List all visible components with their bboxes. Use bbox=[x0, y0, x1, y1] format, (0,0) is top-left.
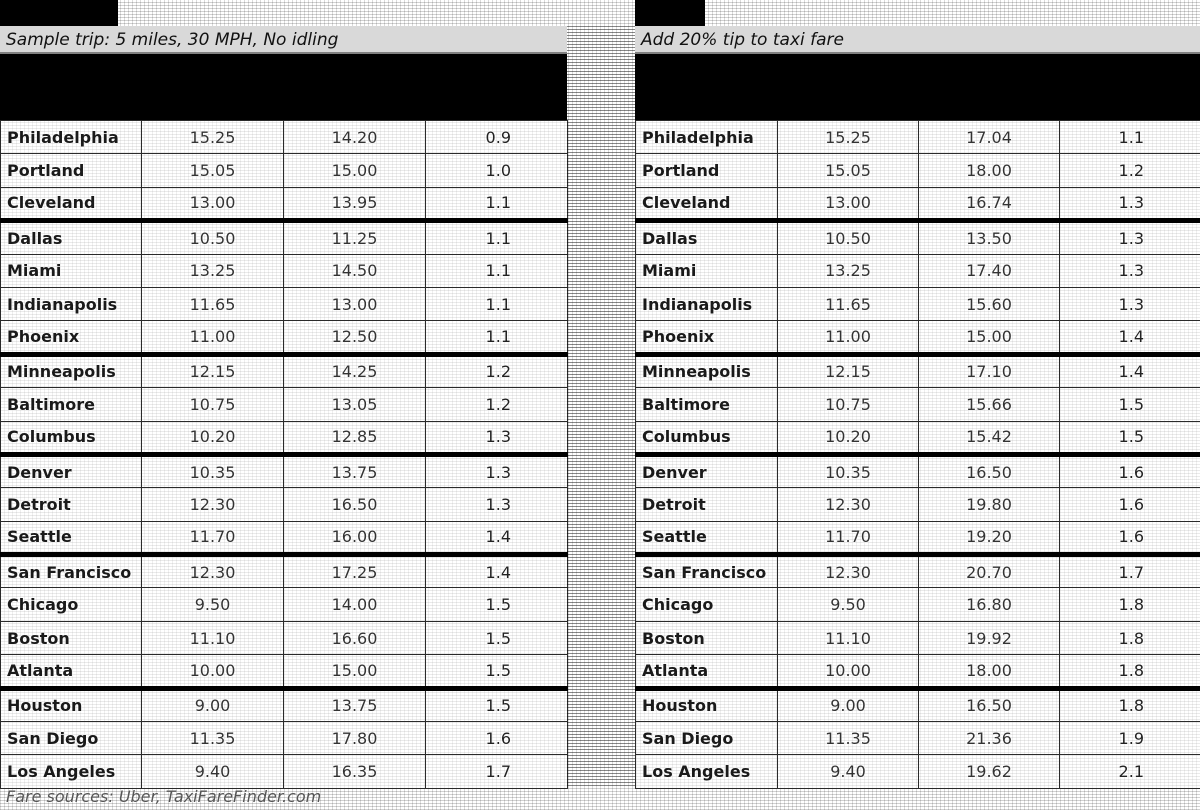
left-table-panel bbox=[0, 26, 567, 789]
uber-fare-cell: 15.25 bbox=[142, 121, 284, 154]
ratio-cell: 1.8 bbox=[1060, 655, 1200, 688]
taxi-fare-cell: 16.50 bbox=[284, 488, 426, 521]
taxi-fare-cell: 18.00 bbox=[919, 154, 1060, 187]
table-row bbox=[636, 488, 1200, 521]
ratio-cell: 1.6 bbox=[1060, 488, 1200, 521]
taxi-fare-cell: 11.25 bbox=[284, 221, 426, 254]
taxi-fare-cell: 13.75 bbox=[284, 688, 426, 721]
city-cell: Boston bbox=[1, 621, 142, 654]
uber-fare-cell: 13.00 bbox=[142, 187, 284, 220]
ratio-cell: 1.6 bbox=[426, 722, 568, 755]
table-row bbox=[636, 388, 1200, 421]
taxi-fare-cell: 17.10 bbox=[919, 354, 1060, 387]
ratio-cell: 1.5 bbox=[1060, 388, 1200, 421]
ratio-cell: 1.1 bbox=[426, 321, 568, 354]
city-cell: Atlanta bbox=[636, 655, 778, 688]
city-cell: Seattle bbox=[1, 521, 142, 554]
ratio-cell: 1.3 bbox=[426, 488, 568, 521]
uber-fare-cell: 10.75 bbox=[142, 388, 284, 421]
ratio-cell: 1.5 bbox=[426, 655, 568, 688]
ratio-cell: 1.2 bbox=[426, 354, 568, 387]
uber-fare-cell: 10.00 bbox=[778, 655, 919, 688]
ratio-cell: 1.7 bbox=[426, 755, 568, 788]
table-row bbox=[1, 287, 568, 320]
ratio-cell: 1.3 bbox=[1060, 287, 1200, 320]
taxi-fare-cell: 14.00 bbox=[284, 588, 426, 621]
uber-fare-cell: 9.00 bbox=[142, 688, 284, 721]
table-row bbox=[636, 655, 1200, 688]
city-cell: Miami bbox=[636, 254, 778, 287]
taxi-fare-cell: 13.75 bbox=[284, 454, 426, 487]
table-row bbox=[1, 121, 568, 154]
uber-fare-cell: 12.30 bbox=[142, 488, 284, 521]
table-row bbox=[636, 722, 1200, 755]
city-cell: Boston bbox=[636, 621, 778, 654]
table-row bbox=[1, 187, 568, 220]
city-cell: San Francisco bbox=[1, 555, 142, 588]
city-cell: Minneapolis bbox=[1, 354, 142, 387]
table-row bbox=[636, 187, 1200, 220]
city-cell: Indianapolis bbox=[1, 287, 142, 320]
table-row bbox=[1, 621, 568, 654]
uber-fare-cell: 15.25 bbox=[778, 121, 919, 154]
table-row bbox=[636, 621, 1200, 654]
taxi-fare-cell: 16.50 bbox=[919, 454, 1060, 487]
taxi-fare-cell: 16.74 bbox=[919, 187, 1060, 220]
city-cell: Seattle bbox=[636, 521, 778, 554]
taxi-fare-cell: 21.36 bbox=[919, 722, 1060, 755]
taxi-fare-cell: 19.20 bbox=[919, 521, 1060, 554]
uber-fare-cell: 11.65 bbox=[778, 287, 919, 320]
city-cell: Chicago bbox=[636, 588, 778, 621]
table-row bbox=[636, 354, 1200, 387]
uber-fare-cell: 12.15 bbox=[142, 354, 284, 387]
ratio-cell: 1.3 bbox=[1060, 221, 1200, 254]
table-row bbox=[636, 321, 1200, 354]
uber-fare-cell: 12.30 bbox=[778, 555, 919, 588]
table-row bbox=[636, 254, 1200, 287]
uber-fare-cell: 13.25 bbox=[778, 254, 919, 287]
ratio-cell: 1.5 bbox=[426, 621, 568, 654]
uber-fare-cell: 11.00 bbox=[142, 321, 284, 354]
table-row bbox=[636, 287, 1200, 320]
left-table-header bbox=[0, 54, 567, 120]
city-cell: Cleveland bbox=[636, 187, 778, 220]
uber-fare-cell: 10.50 bbox=[778, 221, 919, 254]
taxi-fare-cell: 16.50 bbox=[919, 688, 1060, 721]
ratio-cell: 1.3 bbox=[1060, 254, 1200, 287]
city-cell: Miami bbox=[1, 254, 142, 287]
uber-fare-cell: 9.50 bbox=[778, 588, 919, 621]
taxi-fare-cell: 13.05 bbox=[284, 388, 426, 421]
uber-fare-cell: 9.40 bbox=[142, 755, 284, 788]
city-cell: Minneapolis bbox=[636, 354, 778, 387]
table-row bbox=[636, 588, 1200, 621]
city-cell: Denver bbox=[636, 454, 778, 487]
uber-fare-cell: 11.35 bbox=[778, 722, 919, 755]
table-row bbox=[636, 454, 1200, 487]
ratio-cell: 1.8 bbox=[1060, 621, 1200, 654]
table-row bbox=[636, 688, 1200, 721]
taxi-fare-cell: 19.80 bbox=[919, 488, 1060, 521]
ratio-cell: 1.1 bbox=[426, 287, 568, 320]
taxi-fare-cell: 14.25 bbox=[284, 354, 426, 387]
city-cell: Baltimore bbox=[1, 388, 142, 421]
uber-fare-cell: 10.20 bbox=[778, 421, 919, 454]
ratio-cell: 1.5 bbox=[426, 588, 568, 621]
ratio-cell: 1.2 bbox=[1060, 154, 1200, 187]
uber-fare-cell: 13.25 bbox=[142, 254, 284, 287]
taxi-fare-cell: 14.50 bbox=[284, 254, 426, 287]
table-row bbox=[1, 722, 568, 755]
taxi-fare-cell: 15.60 bbox=[919, 287, 1060, 320]
city-cell: Phoenix bbox=[636, 321, 778, 354]
ratio-cell: 1.1 bbox=[426, 254, 568, 287]
table-row bbox=[1, 688, 568, 721]
uber-fare-cell: 10.00 bbox=[142, 655, 284, 688]
uber-fare-cell: 10.20 bbox=[142, 421, 284, 454]
taxi-fare-cell: 17.04 bbox=[919, 121, 1060, 154]
ratio-cell: 1.1 bbox=[426, 221, 568, 254]
left-top-band bbox=[0, 0, 118, 26]
table-row bbox=[1, 221, 568, 254]
city-cell: Denver bbox=[1, 454, 142, 487]
taxi-fare-cell: 13.00 bbox=[284, 287, 426, 320]
city-cell: Philadelphia bbox=[1, 121, 142, 154]
uber-fare-cell: 12.30 bbox=[142, 555, 284, 588]
uber-fare-cell: 12.30 bbox=[778, 488, 919, 521]
taxi-fare-cell: 15.00 bbox=[284, 154, 426, 187]
ratio-cell: 1.6 bbox=[1060, 454, 1200, 487]
source-note: Fare sources: Uber, TaxiFareFinder.com bbox=[6, 787, 322, 806]
table-row bbox=[1, 555, 568, 588]
uber-fare-cell: 10.75 bbox=[778, 388, 919, 421]
city-cell: Detroit bbox=[1, 488, 142, 521]
table-row bbox=[1, 655, 568, 688]
table-row bbox=[636, 555, 1200, 588]
uber-fare-cell: 11.35 bbox=[142, 722, 284, 755]
ratio-cell: 1.1 bbox=[1060, 121, 1200, 154]
city-cell: Portland bbox=[1, 154, 142, 187]
ratio-cell: 1.3 bbox=[1060, 187, 1200, 220]
ratio-cell: 1.0 bbox=[426, 154, 568, 187]
ratio-cell: 1.8 bbox=[1060, 588, 1200, 621]
ratio-cell: 2.1 bbox=[1060, 755, 1200, 788]
table-row bbox=[636, 121, 1200, 154]
city-cell: Houston bbox=[1, 688, 142, 721]
table-row bbox=[1, 521, 568, 554]
table-row bbox=[1, 755, 568, 788]
uber-fare-cell: 11.65 bbox=[142, 287, 284, 320]
ratio-cell: 1.4 bbox=[1060, 321, 1200, 354]
city-cell: San Francisco bbox=[636, 555, 778, 588]
city-cell: Cleveland bbox=[1, 187, 142, 220]
city-cell: Columbus bbox=[636, 421, 778, 454]
taxi-fare-cell: 15.42 bbox=[919, 421, 1060, 454]
taxi-fare-cell: 16.60 bbox=[284, 621, 426, 654]
city-cell: Dallas bbox=[1, 221, 142, 254]
uber-fare-cell: 9.40 bbox=[778, 755, 919, 788]
ratio-cell: 1.5 bbox=[426, 688, 568, 721]
taxi-fare-cell: 17.40 bbox=[919, 254, 1060, 287]
table-row bbox=[636, 521, 1200, 554]
ratio-cell: 1.6 bbox=[1060, 521, 1200, 554]
taxi-fare-cell: 19.62 bbox=[919, 755, 1060, 788]
uber-fare-cell: 9.00 bbox=[778, 688, 919, 721]
table-row bbox=[1, 488, 568, 521]
taxi-fare-cell: 16.35 bbox=[284, 755, 426, 788]
ratio-cell: 1.4 bbox=[426, 521, 568, 554]
city-cell: Atlanta bbox=[1, 655, 142, 688]
taxi-fare-cell: 12.50 bbox=[284, 321, 426, 354]
uber-fare-cell: 11.10 bbox=[142, 621, 284, 654]
taxi-fare-cell: 17.25 bbox=[284, 555, 426, 588]
city-cell: Los Angeles bbox=[636, 755, 778, 788]
table-row bbox=[636, 154, 1200, 187]
uber-fare-cell: 11.00 bbox=[778, 321, 919, 354]
ratio-cell: 1.2 bbox=[426, 388, 568, 421]
right-table-header bbox=[635, 54, 1200, 120]
uber-fare-cell: 13.00 bbox=[778, 187, 919, 220]
taxi-fare-cell: 12.85 bbox=[284, 421, 426, 454]
taxi-fare-cell: 16.00 bbox=[284, 521, 426, 554]
city-cell: Portland bbox=[636, 154, 778, 187]
uber-fare-cell: 15.05 bbox=[778, 154, 919, 187]
right-table-title: Add 20% tip to taxi fare bbox=[635, 26, 1200, 54]
ratio-cell: 1.3 bbox=[426, 421, 568, 454]
uber-fare-cell: 11.70 bbox=[778, 521, 919, 554]
taxi-fare-cell: 13.50 bbox=[919, 221, 1060, 254]
ratio-cell: 1.9 bbox=[1060, 722, 1200, 755]
city-cell: Houston bbox=[636, 688, 778, 721]
ratio-cell: 1.3 bbox=[426, 454, 568, 487]
city-cell: Dallas bbox=[636, 221, 778, 254]
table-row bbox=[1, 588, 568, 621]
ratio-cell: 1.1 bbox=[426, 187, 568, 220]
left-table-title: Sample trip: 5 miles, 30 MPH, No idling bbox=[0, 26, 567, 54]
table-row bbox=[1, 388, 568, 421]
ratio-cell: 1.7 bbox=[1060, 555, 1200, 588]
uber-fare-cell: 12.15 bbox=[778, 354, 919, 387]
ratio-cell: 0.9 bbox=[426, 121, 568, 154]
uber-fare-cell: 15.05 bbox=[142, 154, 284, 187]
right-table-panel bbox=[635, 26, 1200, 789]
city-cell: Chicago bbox=[1, 588, 142, 621]
table-row bbox=[1, 454, 568, 487]
left-fare-table bbox=[0, 120, 568, 789]
ratio-cell: 1.8 bbox=[1060, 688, 1200, 721]
ratio-cell: 1.4 bbox=[1060, 354, 1200, 387]
taxi-fare-cell: 17.80 bbox=[284, 722, 426, 755]
taxi-fare-cell: 19.92 bbox=[919, 621, 1060, 654]
table-row bbox=[636, 221, 1200, 254]
city-cell: Baltimore bbox=[636, 388, 778, 421]
table-row bbox=[1, 321, 568, 354]
city-cell: Detroit bbox=[636, 488, 778, 521]
right-fare-table bbox=[635, 120, 1200, 789]
table-row bbox=[1, 354, 568, 387]
uber-fare-cell: 11.70 bbox=[142, 521, 284, 554]
city-cell: Phoenix bbox=[1, 321, 142, 354]
uber-fare-cell: 10.35 bbox=[778, 454, 919, 487]
table-gap bbox=[567, 26, 635, 786]
uber-fare-cell: 10.50 bbox=[142, 221, 284, 254]
city-cell: San Diego bbox=[636, 722, 778, 755]
taxi-fare-cell: 16.80 bbox=[919, 588, 1060, 621]
city-cell: Columbus bbox=[1, 421, 142, 454]
taxi-fare-cell: 18.00 bbox=[919, 655, 1060, 688]
uber-fare-cell: 9.50 bbox=[142, 588, 284, 621]
taxi-fare-cell: 13.95 bbox=[284, 187, 426, 220]
taxi-fare-cell: 20.70 bbox=[919, 555, 1060, 588]
uber-fare-cell: 10.35 bbox=[142, 454, 284, 487]
taxi-fare-cell: 14.20 bbox=[284, 121, 426, 154]
table-row bbox=[1, 421, 568, 454]
city-cell: Los Angeles bbox=[1, 755, 142, 788]
table-row bbox=[636, 755, 1200, 788]
taxi-fare-cell: 15.00 bbox=[919, 321, 1060, 354]
table-row bbox=[1, 154, 568, 187]
uber-fare-cell: 11.10 bbox=[778, 621, 919, 654]
taxi-fare-cell: 15.00 bbox=[284, 655, 426, 688]
ratio-cell: 1.4 bbox=[426, 555, 568, 588]
city-cell: Indianapolis bbox=[636, 287, 778, 320]
table-row bbox=[1, 254, 568, 287]
right-top-band bbox=[635, 0, 705, 26]
table-row bbox=[636, 421, 1200, 454]
ratio-cell: 1.5 bbox=[1060, 421, 1200, 454]
taxi-fare-cell: 15.66 bbox=[919, 388, 1060, 421]
city-cell: Philadelphia bbox=[636, 121, 778, 154]
city-cell: San Diego bbox=[1, 722, 142, 755]
